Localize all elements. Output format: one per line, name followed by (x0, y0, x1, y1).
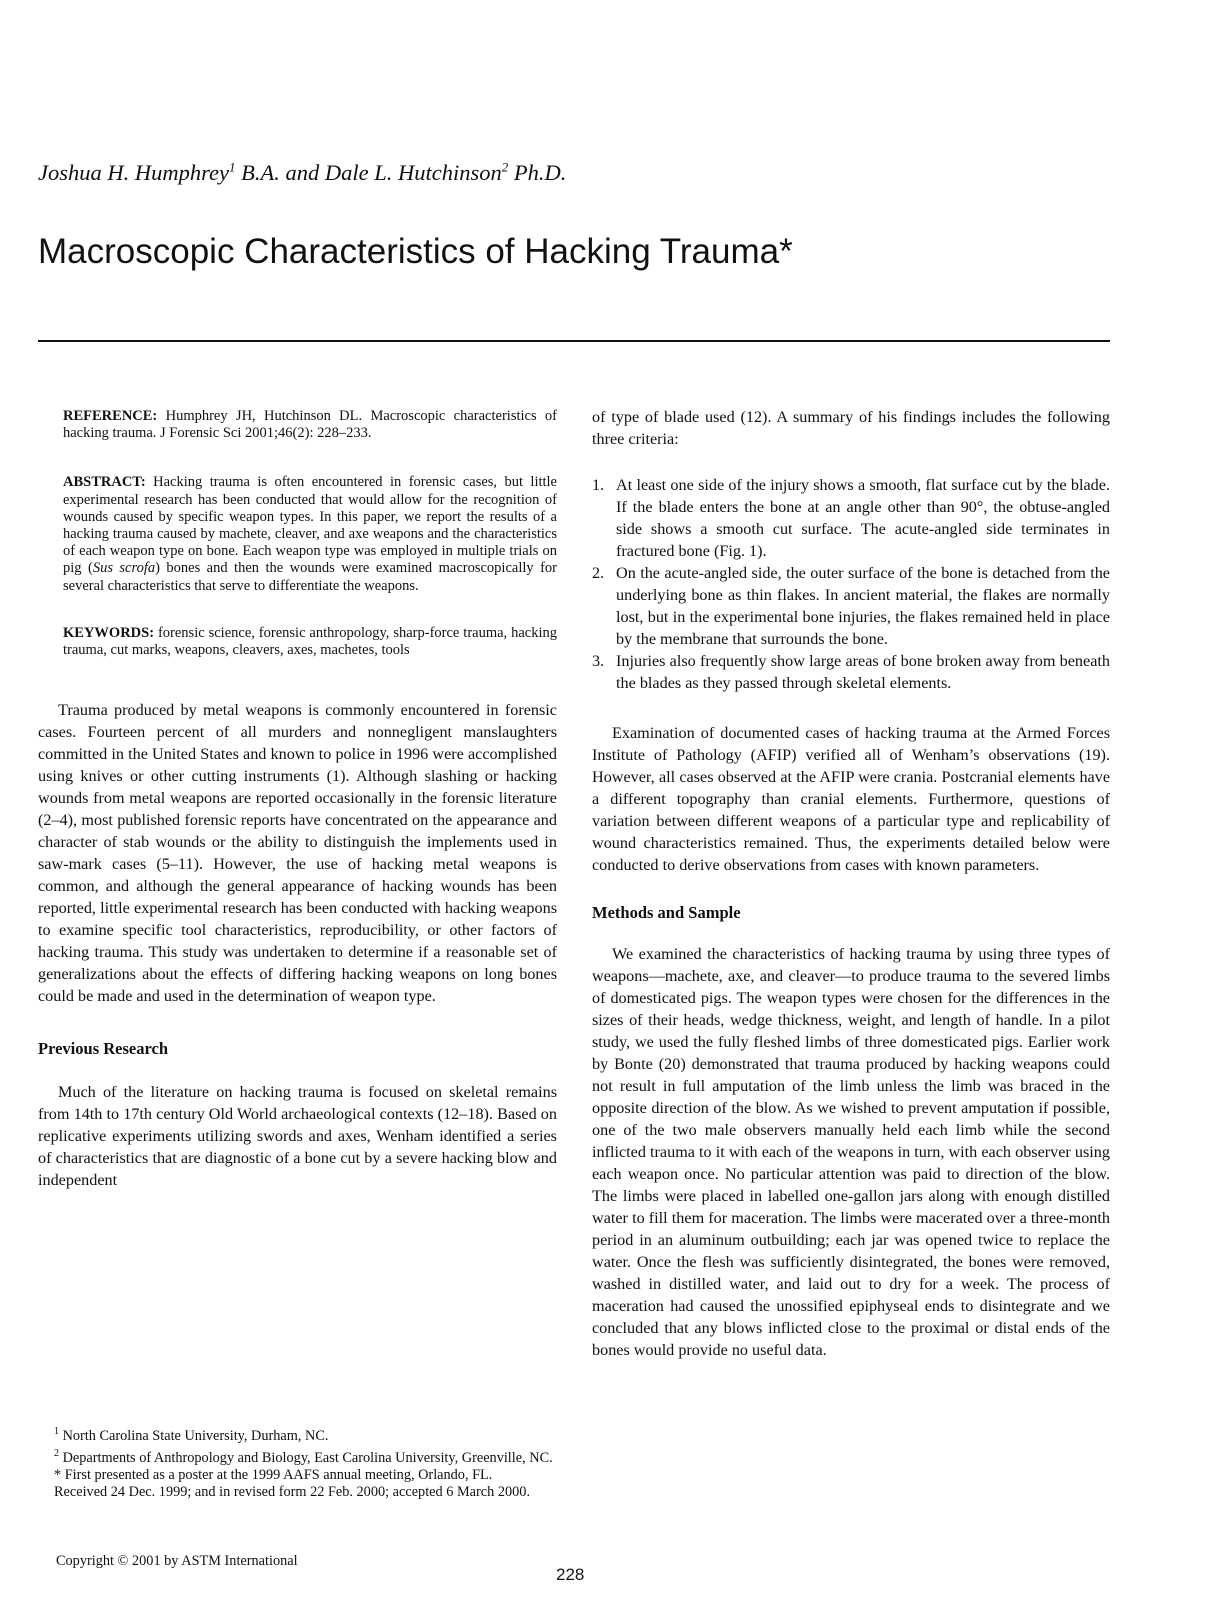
article-title: Macroscopic Characteristics of Hacking Trauma* (38, 232, 793, 271)
afip-paragraph: Examination of documented cases of hacking trauma at the Armed Forces Institute of Pathology (AFIP) verified all of Wenham’s observations (19). However, all cases observed at the AFIP were crania. Postcranial elements have a different topography than cranial elements. Furthermore, questions of variation between different weapons of a particular type and replicability of wound characteristics remained. Thus, the experiments detailed below were conducted to derive observations from cases with known parameters. (592, 724, 1110, 874)
criteria-list (592, 474, 1110, 694)
left-column (38, 408, 557, 1191)
criteria-item (592, 474, 1110, 562)
footnote-2-mark: 2 (54, 1448, 59, 1460)
criteria-text: Injuries also frequently show large areas of bone broken away from beneath the blades as they passed through skeletal elements. (616, 652, 1110, 692)
footnote-1-text: North Carolina State University, Durham, NC. (59, 1427, 329, 1444)
criteria-text: On the acute-angled side, the outer surface of the bone is detached from the underlying bone as thin flakes. In ancient material, the flakes are normally lost, but in the experimental bone injuries, the flakes remained held in place by the membrane that surrounds the bone. (616, 564, 1110, 648)
reference-text: Humphrey JH, Hutchinson DL. Macroscopic characteristics of hacking trauma. J Forensic Sci 2001;46(2): 228–233. (63, 408, 557, 442)
methods-paragraph: We examined the characteristics of hacking trauma by using three types of weapons—machete, axe, and cleaver—to produce trauma to the severed limbs of domesticated pigs. The weapon types were chosen for the differences in the sizes of their heads, wedge thickness, weight, and length of handle. In a pilot study, we used the fully fleshed limbs of three domesticated pigs. Earlier work by Bonte (20) demonstrated that trauma produced by hacking weapons could not result in full amputation of the limb unless the limb was braced in the opposite direction of the blow. As we wished to prevent amputation if possible, one of the two male observers manually held each limb while the second inflicted trauma to it with each of the weapons in turn, with each observer using each weapon once. No particular attention was paid to direction of the blow. The limbs were placed in labelled one-gallon jars along with enough distilled water to fill them for maceration. The limbs were macerated over a three-month period in an aluminum outbuilding; each jar was opened twice to replace the water. Once the flesh was sufficiently disintegrated, the bones were removed, washed in distilled water, and laid out to dry for a week. The process of maceration had caused the unossified epiphyseal ends to disintegrate and we concluded that any blows inflicted close to the proximal or distal ends of the bones would provide no useful data. (592, 945, 1110, 1359)
received-dates: Received 24 Dec. 1999; and in revised form 22 Feb. 2000; accepted 6 March 2000. (54, 1484, 531, 1501)
author-2-degree: Ph.D. (508, 160, 567, 185)
copyright-notice: Copyright © 2001 by ASTM International (56, 1553, 298, 1569)
footnote-1 (38, 1423, 557, 1445)
intro-paragraph: Trauma produced by metal weapons is commonly encountered in forensic cases. Fourteen percent of all murders and nonnegligent manslaughters committed in the United States and known to police in 1996 were accomplished using knives or other cutting instruments (1). Although slashing or hacking wounds from metal weapons are reported occasionally in the forensic literature (2–4), most published forensic reports have concentrated on the appearance and character of stab wounds or the ability to distinguish the implements used in saw-mark cases (5–11). However, the use of hacking metal weapons is common, and although the general appearance of hacking wounds has been reported, little experimental research has been conducted with hacking weapons to examine specific tool characteristics, reproducibility, or other factors of hacking trauma. This study was undertaken to determine if a reasonable set of generalizations about the effects of differing hacking weapons on long bones could be made and used in the determination of weapon type. (38, 701, 557, 1006)
footnote-3: * First presented as a poster at the 1999 AAFS annual meeting, Orlando, FL. (54, 1467, 493, 1484)
abstract-text-2: ) bones and then the wounds were examined macroscopically for several characteristics that serve to differentiate the weapons. (63, 560, 557, 594)
previous-research-continued: of type of blade used (12). A summary of his findings includes the following three criteria: (592, 408, 1110, 448)
keywords-label: KEYWORDS: (63, 624, 155, 641)
reference-label: REFERENCE: (63, 408, 158, 424)
methods-heading: Methods and Sample (592, 903, 741, 922)
abstract-label: ABSTRACT: (63, 474, 146, 491)
keywords-block (63, 625, 557, 659)
author-line (38, 160, 566, 186)
previous-research-heading: Previous Research (38, 1039, 168, 1059)
criteria-item (592, 562, 1110, 650)
right-column (592, 406, 1110, 1361)
criteria-item (592, 650, 1110, 694)
footnotes (38, 1423, 557, 1502)
abstract-text-1: Hacking trauma is often encountered in forensic cases, but little experimental research has been conducted that would allow for the recognition of wounds caused by specific weapon types. In this paper, we report the results of a hacking trauma caused by machete, cleaver, and axe weapons and the characteristics of each weapon type on bone. Each weapon type was employed in multiple trials on pig ( (63, 474, 557, 577)
criteria-number: 2. (592, 564, 605, 582)
keywords-text: forensic science, forensic anthropology, sharp-force trauma, hacking trauma, cut marks, weapons, cleavers, axes, machetes, tools (63, 624, 557, 659)
abstract-species: Sus scrofa (92, 560, 156, 577)
author-2-affiliation-mark: 2 (501, 159, 509, 175)
page-number: 228 (556, 1565, 585, 1584)
footnote-2-text: Departments of Anthropology and Biology, East Carolina University, Greenville, NC. (59, 1449, 553, 1466)
criteria-text: At least one side of the injury shows a smooth, flat surface cut by the blade. If the blade enters the bone at an angle other than 90°, the obtuse-angled side shows a smooth cut surface. The acute-angled side terminates in fractured bone (Fig. 1). (616, 476, 1110, 560)
criteria-number: 1. (592, 476, 605, 494)
author-1-degree-and-author-2: B.A. and Dale L. Hutchinson (235, 160, 502, 185)
reference-block (63, 408, 557, 442)
abstract-block (63, 474, 557, 594)
author-1-affiliation-mark: 1 (229, 159, 236, 175)
criteria-number: 3. (592, 652, 605, 670)
title-rule (38, 340, 1110, 342)
previous-research-paragraph: Much of the literature on hacking trauma is focused on skeletal remains from 14th to 17th century Old World archaeological contexts (12–18). Based on replicative experiments utilizing swords and axes, Wenham identified a series of characteristics that are diagnostic of a bone cut by a severe hacking blow and independent (38, 1083, 557, 1190)
footnote-1-mark: 1 (54, 1426, 59, 1437)
author-1-name: Joshua H. Humphrey (38, 160, 230, 185)
footnote-2 (38, 1445, 557, 1467)
